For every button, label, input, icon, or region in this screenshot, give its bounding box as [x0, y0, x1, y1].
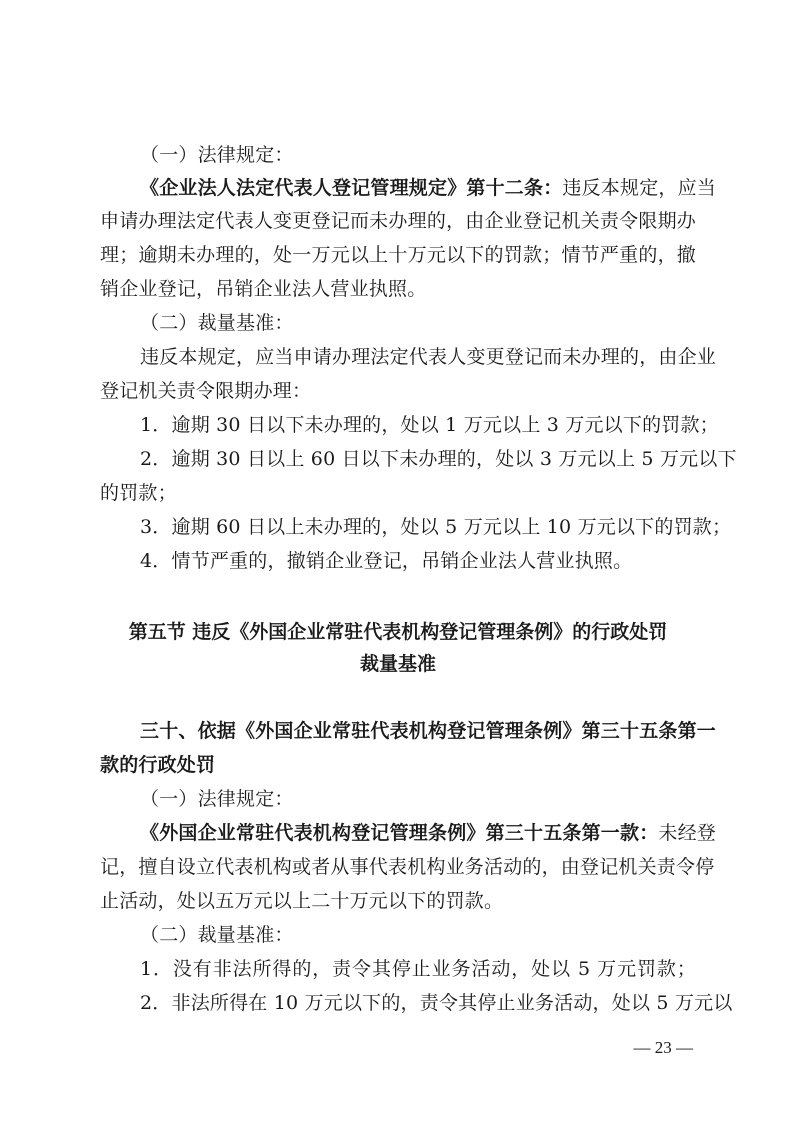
basis-item-2: 2．非法所得在 10 万元以下的，责令其停止业务活动，处以 5 万元以: [140, 992, 733, 1014]
law-article-text: 未经登: [658, 822, 717, 844]
discretion-basis-heading: （二）裁量基准：: [140, 312, 294, 334]
article-title-continued: 款的行政处罚: [100, 754, 216, 776]
legal-provision-heading: （一）法律规定：: [140, 144, 294, 166]
law-article-line: 申请办理法定代表人变更登记而未办理的，由企业登记机关责令限期办: [100, 210, 696, 232]
law-article-line: 记，擅自设立代表机构或者从事代表机构业务活动的，由登记机关责令停: [100, 856, 715, 878]
section-title: 第五节 违反《外国企业常驻代表机构登记管理条例》的行政处罚: [128, 621, 668, 643]
section-title-continued: 裁量基准: [359, 653, 436, 675]
law-article-title: 《外国企业常驻代表机构登记管理条例》第三十五条第一款：: [140, 822, 659, 844]
law-article-text: 违反本规定，应当: [562, 177, 717, 199]
article-title: 三十、依据《外国企业常驻代表机构登记管理条例》第三十五条第一: [140, 720, 717, 742]
legal-provision-heading: （一）法律规定：: [140, 788, 294, 810]
basis-paragraph-line: 登记机关责令限期办理：: [100, 380, 312, 402]
law-article-line: [140, 173, 717, 203]
basis-item-4: 4．情节严重的，撤销企业登记，吊销企业法人营业执照。: [140, 550, 633, 572]
basis-item-1: 1．逾期 30 日以下未办理的，处以 1 万元以上 3 万元以下的罚款；: [140, 414, 719, 436]
basis-item-2-continued: 的罚款；: [100, 482, 177, 504]
basis-item-1: 1．没有非法所得的，责令其停止业务活动，处以 5 万元罚款；: [140, 958, 696, 980]
law-article-line: [140, 818, 717, 848]
basis-paragraph-line: 违反本规定，应当申请办理法定代表人变更登记而未办理的，由企业: [140, 346, 717, 368]
law-article-title: 《企业法人法定代表人登记管理规定》第十二条：: [140, 177, 563, 199]
law-article-line: 理；逾期未办理的，处一万元以上十万元以下的罚款；情节严重的，撤: [100, 244, 696, 266]
basis-item-2: 2．逾期 30 日以上 60 日以下未办理的，处以 3 万元以上 5 万元以下: [140, 448, 737, 470]
page-number: — 23 —: [633, 1038, 693, 1057]
law-article-line: 销企业登记，吊销企业法人营业执照。: [100, 278, 427, 300]
discretion-basis-heading: （二）裁量基准：: [140, 924, 294, 946]
basis-item-3: 3．逾期 60 日以上未办理的，处以 5 万元以上 10 万元以下的罚款；: [140, 516, 732, 538]
law-article-line: 止活动，处以五万元以上二十万元以下的罚款。: [100, 890, 504, 912]
